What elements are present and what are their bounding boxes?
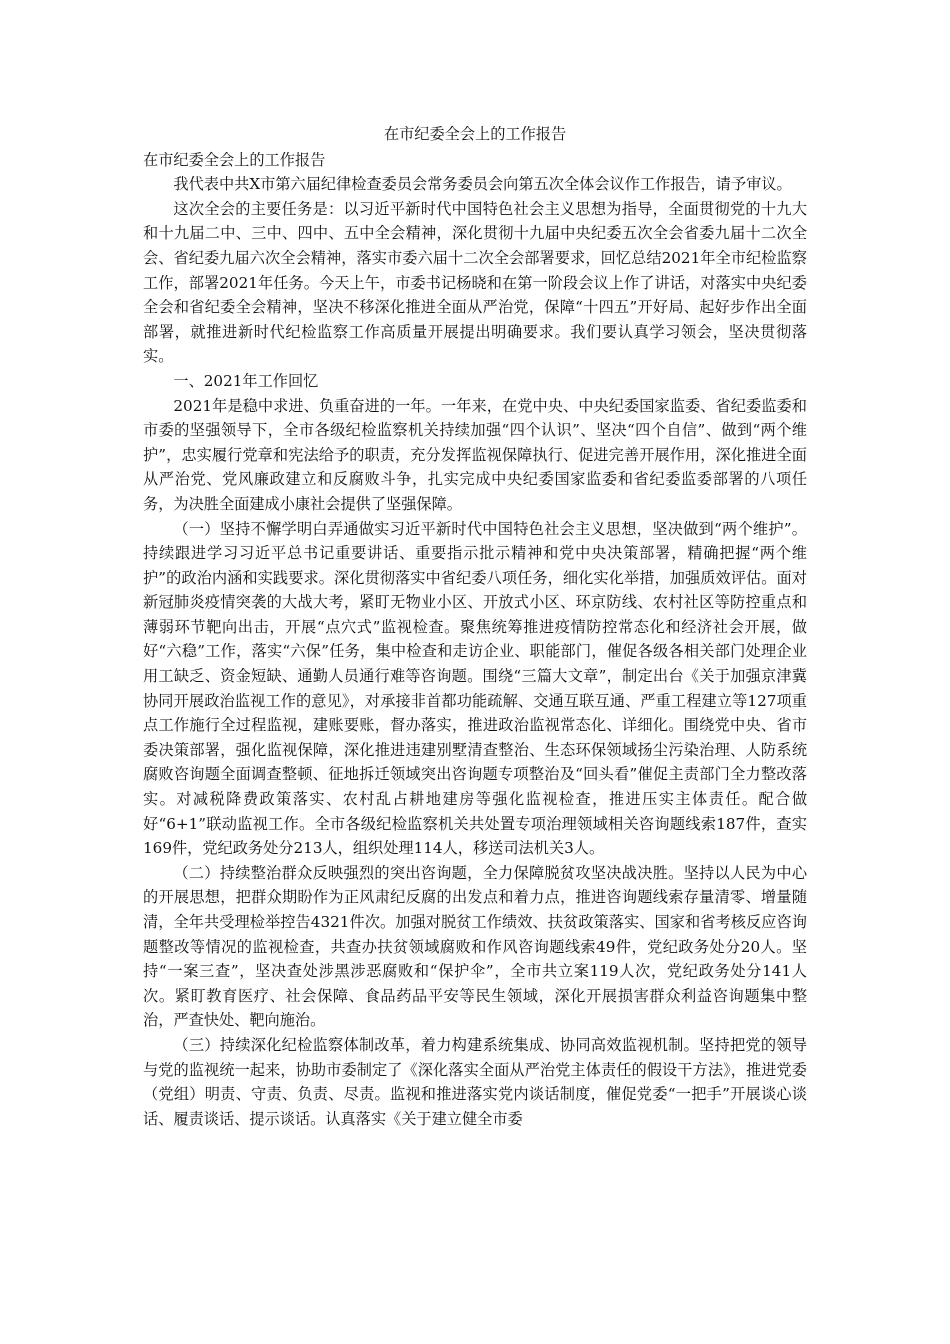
paragraph-main-tasks: 这次全会的主要任务是：以习近平新时代中国特色社会主义思想为指导，全面贯彻党的十九大和十九届二中、三中、四中、五中全会精神，深化贯彻十九届中央纪委五次全会省委九届十二次全会、省纪委九届六次全会精神，落实市委六届十二次全会部署要求，回忆总结2021年全市纪检监察工作，部署2021年任务。今天上午，市委书记杨晓和在第一阶段会议上作了讲话，对落实中央纪委全会和省纪委全会精神，坚决不移深化推进全面从严治党，保障“十四五”开好局、起好步作出全面部署，就推进新时代纪检监察工作高质量开展提出明确要求。我们要认真学习领会，坚决贯彻落实。 <box>143 199 807 366</box>
paragraph-item-2: （二）持续整治群众反映强烈的突出咨询题，全力保障脱贫攻坚决战决胜。坚持以人民为中心的开展思想，把群众期盼作为正风肃纪反腐的出发点和着力点，推进咨询题线索存量清零、增量随清，全年共受理检举控告4321件次。加强对脱贫工作绩效、扶贫政策落实、国家和省考核反应咨询题整改等情况的监视检查，共查办扶贫领域腐败和作风咨询题线索49件，党纪政务处分20人。坚持“一案三查”，坚决查处涉黑涉恶腐败和“保护伞”，全市共立案119人次，党纪政务处分141人次。紧盯教育医疗、社会保障、食品药品平安等民生领域，深化开展损害群众利益咨询题集中整治，严查快处、靶向施治。 <box>143 863 807 1030</box>
document-title: 在市纪委全会上的工作报告 <box>383 125 567 143</box>
paragraph-intro: 我代表中共X市第六届纪律检查委员会常务委员会向第五次全体会议作工作报告，请予审议。 <box>173 175 792 194</box>
paragraph-item-3: （三）持续深化纪检监察体制改革，着力构建系统集成、协同高效监视机制。坚持把党的领导与党的监视统一起来，协助市委制定了《深化落实全面从严治党主体责任的假设干方法》，推进党委（党组）明责、守责、负责、尽责。监视和推进落实党内谈话制度，催促党委“一把手”开展谈心谈话、履责谈话、提示谈话。认真落实《关于建立健全市委 <box>143 1035 807 1128</box>
paragraph-year-summary: 2021年是稳中求进、负重奋进的一年。一年来，在党中央、中央纪委国家监委、省纪委监委和市委的坚强领导下，全市各级纪检监察机关持续加强“四个认识”、坚决“四个自信”、做到“两个维护”，忠实履行党章和宪法给予的职责，充分发挥监视保障执行、促进完善开展作用，深化推进全面从严治党、党风廉政建立和反腐败斗争，扎实完成中央纪委国家监委和省纪委监委部署的八项任务，为决胜全面建成小康社会提供了坚强保障。 <box>143 396 807 513</box>
section-heading-review: 一、2021年工作回忆 <box>173 371 319 390</box>
document-subtitle: 在市纪委全会上的工作报告 <box>143 150 326 169</box>
paragraph-item-1: （一）坚持不懈学明白弄通做实习近平新时代中国特色社会主义思想，坚决做到“两个维护”。持续跟进学习习近平总书记重要讲话、重要指示批示精神和党中央决策部署，精确把握“两个维护”的政治内涵和实践要求。深化贯彻落实中省纪委八项任务，细化实化举措，加强质效评估。面对新冠肺炎疫情突袭的大战大考，紧盯无物业小区、开放式小区、环京防线、农村社区等防控重点和薄弱环节靶向出击，开展“点穴式”监视检查。聚焦统筹推进疫情防控常态化和经济社会开展，做好“六稳”工作，落实“六保”任务，集中检查和走访企业、职能部门，催促各级各相关部门处理企业用工缺乏、资金短缺、通勤人员通行难等咨询题。围绕“三篇大文章”，制定出台《关于加强京津冀协同开展政治监视工作的意见》，对承接非首都功能疏解、交通互联互通、严重工程建立等127项重点工作施行全过程监视，建账要账，督办落实，推进政治监视常态化、详细化。围绕党中央、省市委决策部署，强化监视保障，深化推进违建别墅清查整治、生态环保领域扬尘污染治理、人防系统腐败咨询题全面调查整顿、征地拆迁领域突出咨询题专项整治及“回头看”催促主责部门全力整改落实。对减税降费政策落实、农村乱占耕地建房等强化监视检查，推进压实主体责任。配合做好“6+1”联动监视工作。全市各级纪检监察机关共处置专项治理领域相关咨询题线索187件，查实169件，党纪政务处分213人，组织处理114人，移送司法机关3人。 <box>143 519 807 858</box>
document-page <box>143 122 807 1131</box>
